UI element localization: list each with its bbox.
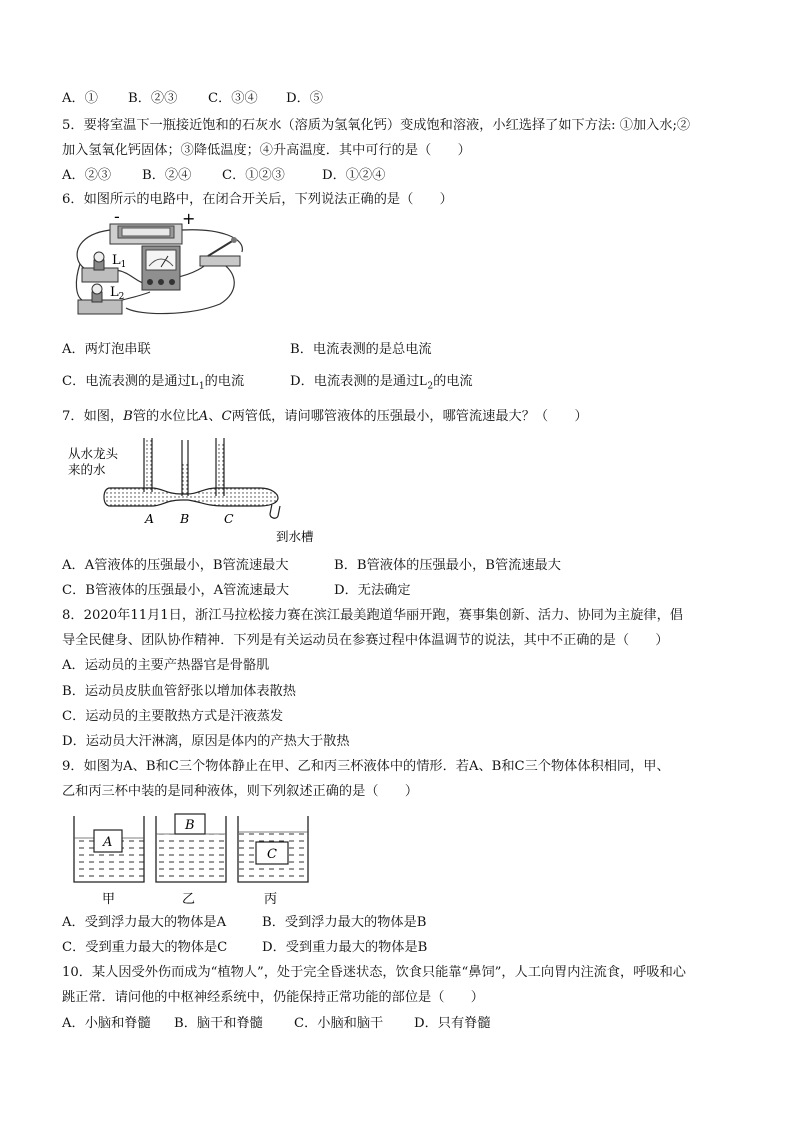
q8-option-d: D．运动员大汗淋漓，原因是体内的产热大于散热 [62,734,350,749]
q5-stem-line2: 加入氢氧化钙固体；③降低温度；④升高温度．其中可行的是（ ） [62,143,471,158]
q10-option-d: D．只有脊髓 [414,1016,491,1031]
q7-options-row2 [62,582,411,600]
q7-tube-figure [66,436,336,548]
q9-beakers-figure [68,810,318,910]
sink-label: 到水槽 [276,529,314,544]
q6-option-d: D．电流表测的是通过$L_2$的电流 [290,373,473,392]
q10-stem-line2: 跳正常．请问他的中枢神经系统中，仍能保持正常功能的部位是（ ） [62,990,484,1005]
tube-label-c: C [224,511,234,526]
q6-option-c: C．电流表测的是通过$L_1$的电流 [62,373,245,392]
lamp-l1-label: $L_1$ [112,253,127,270]
q8-stem-line2: 导全民健身、团队协作精神．下列是有关运动员在参赛过程中体温调节的说法，其中不正确的是（ ） [62,633,669,648]
block-c-label: C [267,847,277,862]
q8-option-a: A．运动员的主要产热器官是骨骼肌 [62,658,270,673]
q10-option-a: A．小脑和脊髓 [62,1016,151,1031]
battery-minus-label: - [114,212,120,226]
q10-options [62,1015,491,1033]
cup-label-2: 乙 [182,892,196,907]
q4-option-b: B．②③ [128,91,178,106]
q10-stem-line1: 10．某人因受外伤而成为“植物人”，处于完全昏迷状态，饮食只能靠“鼻饲”，人工向胃内注流食，呼吸和心 [62,965,686,980]
switch [200,237,240,266]
q5-option-a: A．②③ [62,168,112,183]
tube-label-a: A [145,511,155,526]
q6-option-b: B．电流表测的是总电流 [290,342,432,357]
q6-options-row2 [62,372,473,396]
q5-option-d: D．①②④ [322,168,386,183]
q10-option-b: B．脑干和脊髓 [174,1016,263,1031]
battery-plus-label: + [182,212,196,228]
q9-options-row2 [62,939,427,957]
q4-options [62,90,323,108]
q9-option-b: B．受到浮力最大的物体是B [262,915,427,930]
q6-options-row1 [62,341,432,359]
q5-stem-line1: 5．要将室温下一瓶接近饱和的石灰水（溶质为氢氧化钙）变成饱和溶液，小红选择了如下方法: ①加入水;② [62,118,691,133]
q4-option-a: A．① [62,91,98,106]
q6-stem: 6．如图所示的电路中，在闭合开关后，下列说法正确的是（ ） [62,192,453,207]
q5-option-c: C．①②③ [222,168,285,183]
q6-option-a: A．两灯泡串联 [62,342,151,357]
q7-stem: 7．如图，B管的水位比A、C两管低，请问哪管液体的压强最小，哪管流速最大？（ ） [62,409,588,424]
tube-label-b: B [180,511,190,526]
q7-option-c: C．B管液体的压强最小，A管流速最大 [62,583,290,598]
q9-stem-line2: 乙和丙三杯中装的是同种液体，则下列叙述正确的是（ ） [62,784,419,799]
q8-option-b: B．运动员皮肤血管舒张以增加体表散热 [62,684,296,699]
block-a-label: A [103,835,113,850]
q8-option-c: C．运动员的主要散热方式是汗液蒸发 [62,709,284,724]
q4-option-d: D．⑤ [286,91,323,106]
q4-option-c: C．③④ [208,91,258,106]
q8-stem-line1: 8．2020年11月1日，浙江马拉松接力赛在滨江最美跑道华丽开跑，赛事集创新、活力、协同为主旋律，倡 [62,608,683,623]
q9-option-c: C．受到重力最大的物体是C [62,940,228,955]
ammeter [142,246,180,290]
q7-option-d: D．无法确定 [334,583,411,598]
battery-box [110,224,182,244]
q9-options-row1 [62,914,426,932]
q9-option-d: D．受到重力最大的物体是B [262,940,428,955]
q7-option-a: A．A管液体的压强最小，B管流速最大 [62,558,289,573]
source-label-2: 来的水 [68,462,106,477]
q10-option-c: C．小脑和脑干 [294,1016,384,1031]
q7-option-b: B．B管液体的压强最小，B管流速最大 [334,558,561,573]
q5-options [62,167,385,185]
q9-stem-line1: 9．如图为A、B和C三个物体静止在甲、乙和丙三杯液体中的情形．若A、B和C三个物体体积相同，甲、 [62,759,670,774]
lamp-l2-label: $L_2$ [110,285,125,302]
cup-label-1: 甲 [102,892,116,907]
q6-circuit-figure [70,212,250,326]
q9-option-a: A．受到浮力最大的物体是A [62,915,227,930]
q5-option-b: B．②④ [142,168,192,183]
cup-label-3: 丙 [264,892,278,907]
source-label-1: 从水龙头 [68,446,119,461]
block-b-label: B [185,818,195,833]
q7-options-row1 [62,557,561,575]
